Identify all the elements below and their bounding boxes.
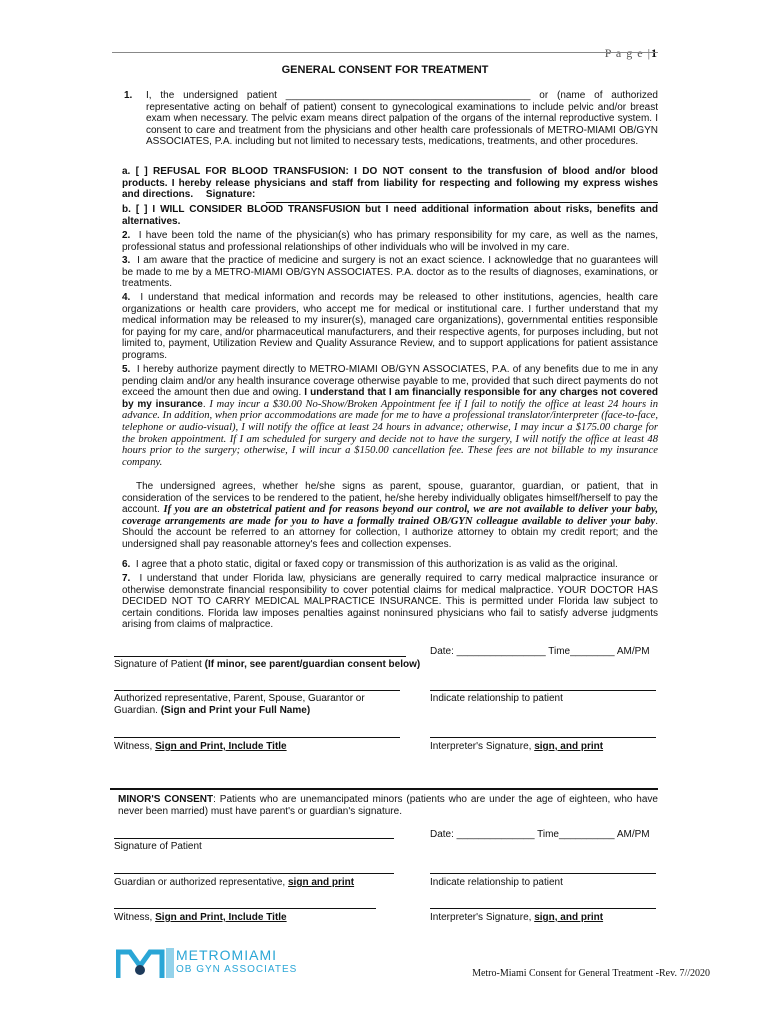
item-5-text: 5. I hereby authorize payment directly to METRO-MIAMI OB/GYN ASSOCIATES, P.A. of any benefits due to me in any pending claim and/or any health insurance coverage otherwise payable to me, provided that such direct payments do not exceed the amount then due and owing. I understand that I am financially responsible for any charges not covered by my insurance. I may incur a $30.00 No-Show/Broken Appointment fee if I fail to notify the office at least 24 hours in advance. In addition, when prior accommodations are made for me to have a professional translator/interpreter (face-to-face, telephone or audio-visual), I will notify the office at least 24 hours in advance; otherwise, I may incur a $175.00 charge for the broken appointment. If I am scheduled for surgery and decide not to have the surgery, I will notify the office at least 48 hours prior to the surgery; otherwise, I will incur a $150.00 cancellation fee. These fees are not billable to my insurance company. (122, 364, 659, 468)
logo-line-2: OB GYN ASSOCIATES (176, 964, 298, 975)
logo-mark-icon (116, 944, 176, 980)
page-number-label: P a g e |1 (604, 46, 658, 60)
representative-label: Authorized representative, Parent, Spouse, Guarantor or Guardian. (Sign and Print your Full Name) (114, 693, 365, 716)
minor-witness-line[interactable] (114, 908, 376, 909)
minor-relationship-label: Indicate relationship to patient (430, 877, 563, 888)
blood-consider-text: b. [ ] I WILL CONSIDER BLOOD TRANSFUSION but I need additional information about risks, benefits and alternatives. (122, 204, 658, 227)
minor-patient-label: Signature of Patient (114, 841, 202, 852)
witness-signature-line[interactable] (114, 737, 400, 738)
interpreter-signature-line[interactable] (430, 737, 656, 738)
item-6-text: 6. I agree that a photo static, digital or faxed copy or transmission of this authorization is as valid as the original. (122, 559, 618, 570)
guarantor-paragraph: The undersigned agrees, whether he/she signs as parent, spouse, guarantor, guardian, or patient, that in consideration of the services to be rendered to the patient, he/she hereby individually obligates himself/herself to pay the account. If you are an obstetrical patient and for reasons beyond our control, we are not available to deliver your baby, coverage arrangements are made for you to have a formally trained OB/GYN colleague available to deliver your baby. Should the account be referred to an attorney for collection, I authorize attorney to obtain my credit report; and the undersigned shall pay reasonable attorney's fees and collection expenses. (122, 481, 659, 550)
minor-interpreter-label: Interpreter's Signature, sign, and print (430, 912, 604, 923)
minor-witness-label: Witness, Sign and Print, Include Title (114, 912, 287, 923)
guardian-signature-line[interactable] (114, 873, 394, 874)
minor-interpreter-line[interactable] (430, 908, 656, 909)
minor-section-rule (110, 788, 658, 790)
relationship-line[interactable] (430, 690, 656, 691)
witness-label: Witness, Sign and Print, Include Title (114, 741, 287, 752)
blood-refusal-signature-line[interactable] (266, 202, 658, 203)
logo-line-1: METROMIAMI (176, 947, 277, 963)
item-1-text: I, the undersigned patient ____________________________________________ or (name of authorized representative acting on behalf of patient) consent to gynecological examinations to include pelvic and/or breast exam when necessary. The pelvic exam means direct palpation of the organs of the internal reproductive system. I consent to care and treatment from the physicians and other health care professionals of METRO-MIAMI OB/GYN ASSOCIATES, P.A. including but not limited to necessary tests, medications, treatments, and other procedures. (146, 90, 658, 148)
relationship-label: Indicate relationship to patient (430, 693, 563, 704)
minor-relationship-line[interactable] (430, 873, 656, 874)
item-1-number: 1. (124, 90, 133, 101)
minor-patient-signature-line[interactable] (114, 838, 394, 839)
metro-miami-logo (116, 944, 306, 980)
footer-revision: Metro-Miami Consent for General Treatment -Rev. 7//2020 (472, 968, 710, 979)
patient-signature-line[interactable] (114, 656, 406, 657)
minor-consent-text: MINOR'S CONSENT: Patients who are unemancipated minors (patients who are under the age of eighteen, who have never been married) must have parent's or guardian's signature. (118, 794, 658, 817)
item-2-text: 2. I have been told the name of the physician(s) who has primary responsibility for my care, as well as the names, professional status and professional relationships of other individuals who will be involved in my care. (122, 230, 658, 253)
minor-date-time[interactable]: Date: ______________ Time__________ AM/PM (430, 829, 650, 840)
representative-signature-line[interactable] (114, 690, 400, 691)
patient-signature-label: Signature of Patient (If minor, see parent/guardian consent below) (114, 659, 421, 670)
item-4-text: 4. I understand that medical information and records may be released to other institutions, agencies, health care organizations or health care providers, who accept me for medical or institutional care. I further understand that my medical information may be released to my insurer(s), managed care organizations), governmental entities responsible for paying for my care, and/or pharmaceutical manufacturers, and their respective agents, for purposes including, but not limited to, payment, Utilization Review and Quality Assurance Review, and to support applications for patient assistance programs. (122, 292, 659, 361)
interpreter-label: Interpreter's Signature, sign, and print (430, 741, 604, 752)
header-rule (112, 52, 658, 53)
blood-refusal-text: a. [ ] REFUSAL FOR BLOOD TRANSFUSION: I DO NOT consent to the transfusion of blood and/or blood products. I hereby release physicians and staff from liability for respecting and following my express wishes and directions. Signature: (122, 166, 658, 201)
item-3-text: 3. I am aware that the practice of medicine and surgery is not an exact science. I acknowledge that no guarantees will be made to me by a METRO-MIAMI OB/GYN ASSOCIATES. P.A. doctor as to the results of diagnoses, examinations, or treatments. (122, 255, 658, 290)
guardian-label: Guardian or authorized representative, sign and print (114, 877, 355, 888)
item-7-text: 7. I understand that under Florida law, physicians are generally required to carry medical malpractice insurance or otherwise demonstrate financial responsibility to cover potential claims for medical malpractice. YOUR DOCTOR HAS DECIDED NOT TO CARRY MEDICAL MALPRACTICE INSURANCE. This is permitted under Florida law subject to certain conditions. Florida law imposes penalties against noninsured physicians who fail to satisfy adverse judgments arising from claims of malpractice. (122, 573, 659, 631)
document-title: GENERAL CONSENT FOR TREATMENT (281, 64, 489, 76)
patient-date-time[interactable]: Date: ________________ Time________ AM/PM (430, 646, 650, 657)
